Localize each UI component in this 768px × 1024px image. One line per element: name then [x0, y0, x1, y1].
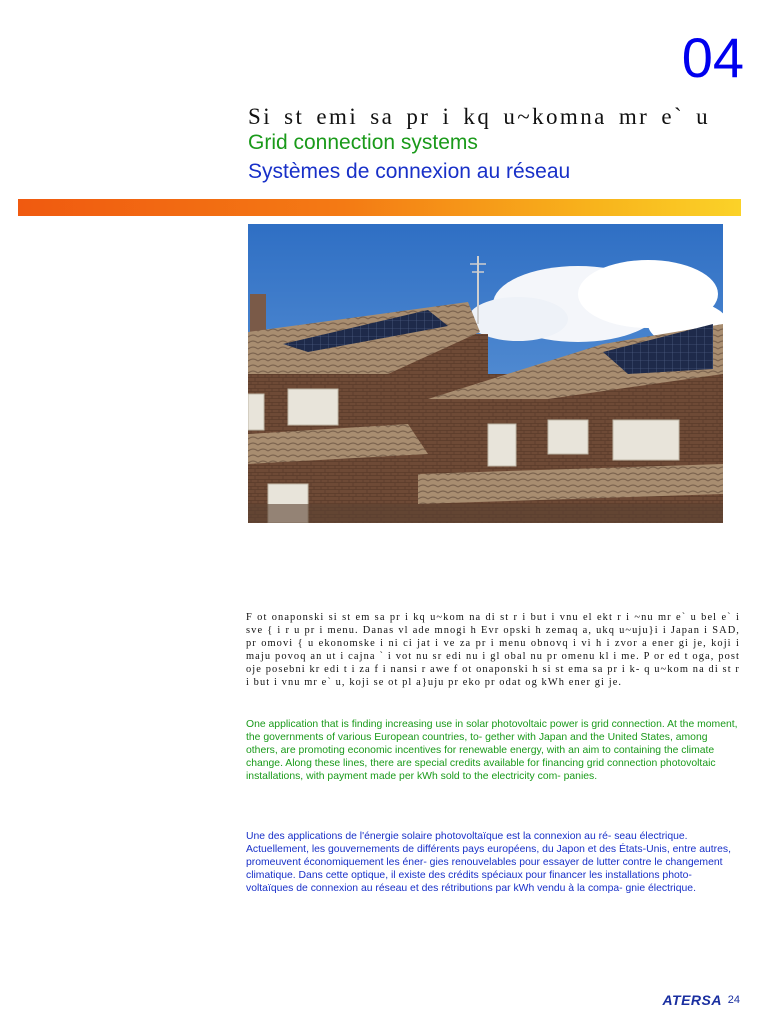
title-serbian: Si st emi sa pr i kq u~komna mr e` u [248, 104, 711, 129]
page-number: 24 [727, 994, 740, 1006]
chapter-number: 04 [681, 26, 744, 89]
house-solar-panels-photo [248, 224, 723, 523]
paragraph-french: Une des applications de l'énergie solaire photovoltaïque est la connexion au ré- seau électrique. Actuellement, les gouvernements de différents pays européens, du Japon et des États-Unis, entre autres, promeuvent économiquement les éner- gies renouvelables pour essayer de lutter contre le changement climatique. Dans cette optique, il existe des crédits spéciaux pour financer les installations photo- voltaïques de connexion au réseau et des rétributions par kWh vendu à la compa- gnie électrique. [246, 831, 731, 895]
atersa-logo: ATERSA [662, 992, 722, 1008]
paragraph-serbian: F ot onaponski si st em sa pr i kq u~kom na di st r i but i vnu el ekt r i ~nu mr e` u bel e` i sve { i r u pr i menu. Danas vl ade mnogi h Evr opski h zemaq a, ukq u~uju}i i Japan i SAD, pr omovi { u ekonomske i ni ci jat i ve za pr i menu obnovq i vi h i zvor a ener gi je, koji i maju povoq an ut i cajna ` i vot nu sr edi nu i gl obal nu pr omenu kl i me. P or ed t oga, post oje posebni kr edi t i za f i nansi r awe f ot onaponski h si st ema sa pr i k- q u~kom na di st r i but i vnu mr e` u, koji se ot pl a}uju pr eko pr odat og kWh ener gi je. [246, 612, 740, 689]
orange-gradient-divider [18, 199, 741, 216]
title-english: Grid connection systems [248, 131, 478, 154]
paragraph-english: One application that is finding increasing use in solar photovoltaic power is grid connection. At the moment, the governments of various European countries, to- gether with Japan and the United States, among others, are promoting economic incentives for renewable energy, with an aim to containing the climate change. Along these lines, there are special credits available for financing grid connection photovoltaic installations, with payment made per kWh sold to the electricity com- panies. [246, 719, 738, 783]
title-french: Systèmes de connexion au réseau [248, 160, 571, 183]
